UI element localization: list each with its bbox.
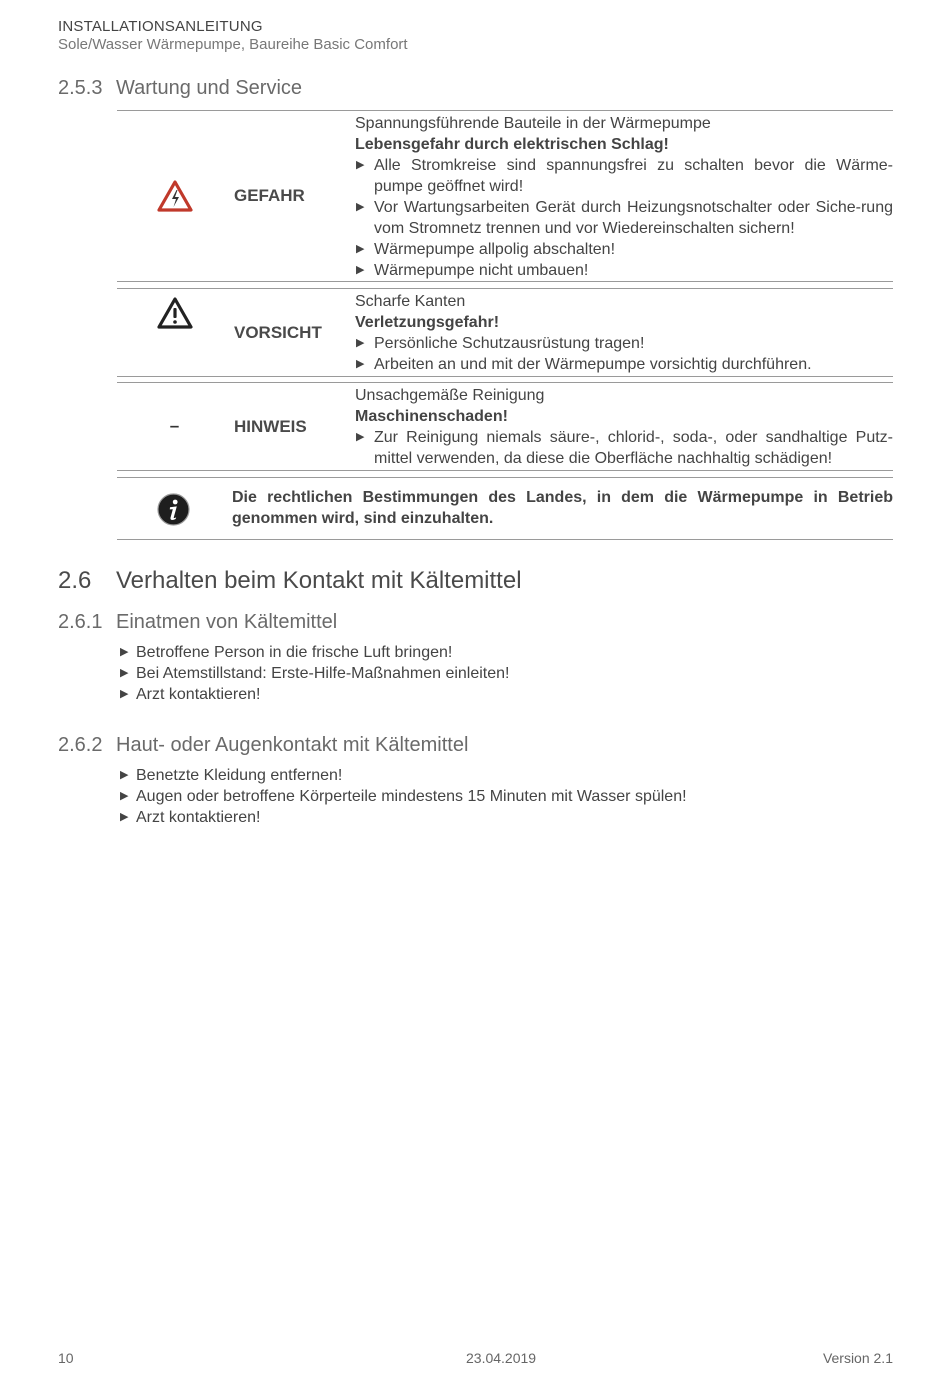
notice-caution — [117, 288, 893, 376]
section-number: 2.6.2 — [58, 734, 103, 756]
list-item: ▶ Wärmepumpe allpolig abschalten! — [355, 239, 893, 260]
notice-warning: Verletzungsgefahr! — [355, 314, 500, 331]
divider — [117, 470, 893, 471]
list-item: ▶ Betroffene Person in die frische Luft bringen! — [117, 642, 510, 663]
document-title: INSTALLATIONSANLEITUNG — [58, 18, 263, 35]
divider — [117, 477, 893, 478]
section-title: Verhalten beim Kontakt mit Kältemittel — [116, 567, 522, 594]
list-2-6-1 — [117, 642, 510, 705]
document-header — [58, 18, 408, 54]
divider — [117, 376, 893, 377]
notice-heading: Unsachgemäße Reinigung — [355, 387, 545, 404]
dash-icon: – — [169, 416, 180, 435]
warning-triangle-icon — [117, 297, 232, 329]
section-number: 2.5.3 — [58, 77, 103, 99]
notice-danger — [117, 110, 893, 280]
list-item: ▶ Vor Wartungsarbeiten Gerät durch Heizungsnotschalter oder Siche-rung vom Stromnetz trennen und vor Wiedereinschalten sichern! — [355, 197, 893, 239]
list-item: ▶ Persönliche Schutzausrüstung tragen! — [355, 333, 893, 354]
list-item: ▶ Arbeiten an und mit der Wärmepumpe vorsichtig durchführen. — [355, 354, 893, 375]
section-heading-2-5-3 — [58, 77, 302, 100]
section-number: 2.6.1 — [58, 611, 103, 633]
notice-label: HINWEIS — [234, 417, 307, 436]
electric-hazard-icon — [117, 180, 232, 212]
notice-items — [355, 333, 893, 375]
list-item: ▶ Augen oder betroffene Körperteile mindestens 15 Minuten mit Wasser spülen! — [117, 786, 687, 807]
section-title: Wartung und Service — [116, 77, 303, 99]
divider — [117, 539, 893, 540]
footer-version: Version 2.1 — [822, 1350, 893, 1366]
list-item: ▶ Alle Stromkreise sind spannungsfrei zu schalten bevor die Wärme-pumpe geöffnet wird! — [355, 155, 893, 197]
notice-heading: Scharfe Kanten — [355, 293, 466, 310]
divider — [117, 281, 893, 282]
list-item: ▶ Arzt kontaktieren! — [117, 684, 510, 705]
notice-warning: Maschinenschaden! — [355, 408, 508, 425]
notice-body — [355, 291, 893, 375]
list-2-6-2 — [117, 765, 687, 828]
notice-body — [355, 385, 893, 469]
section-title: Haut- oder Augenkontakt mit Kältemittel — [116, 734, 469, 756]
list-item: ▶ Benetzte Kleidung entfernen! — [117, 765, 687, 786]
page-number: 10 — [58, 1350, 74, 1366]
info-icon — [157, 493, 190, 531]
footer-date: 23.04.2019 — [466, 1350, 537, 1366]
info-note-text: Die rechtlichen Bestimmungen des Landes, in dem die Wärmepumpe in Betrieb genommen wird, sind einzuhalten. — [232, 489, 893, 527]
notice-body — [355, 113, 893, 281]
list-item: ▶ Bei Atemstillstand: Erste-Hilfe-Maßnahmen einleiten! — [117, 663, 510, 684]
notice-note — [117, 382, 893, 470]
section-title: Einatmen von Kältemittel — [116, 611, 338, 633]
section-number: 2.6 — [58, 567, 92, 594]
notice-warning: Lebensgefahr durch elektrischen Schlag! — [355, 136, 669, 153]
notice-items — [355, 427, 893, 469]
notice-label: GEFAHR — [234, 186, 305, 205]
notice-heading: Spannungsführende Bauteile in der Wärmepumpe — [355, 115, 711, 132]
list-item: ▶ Arzt kontaktieren! — [117, 807, 687, 828]
notice-label: VORSICHT — [234, 323, 322, 342]
list-item: ▶ Wärmepumpe nicht umbauen! — [355, 260, 893, 281]
section-heading-2-6-1 — [58, 611, 337, 634]
document-subtitle: Sole/Wasser Wärmepumpe, Baureihe Basic Comfort — [58, 36, 408, 53]
section-heading-2-6-2 — [58, 734, 468, 757]
section-heading-2-6 — [58, 567, 522, 595]
list-item: ▶ Zur Reinigung niemals säure-, chlorid-, soda-, oder sandhaltige Putz-mittel verwenden, da diese die Oberfläche nachhaltig schädigen! — [355, 427, 893, 469]
notice-items — [355, 155, 893, 281]
